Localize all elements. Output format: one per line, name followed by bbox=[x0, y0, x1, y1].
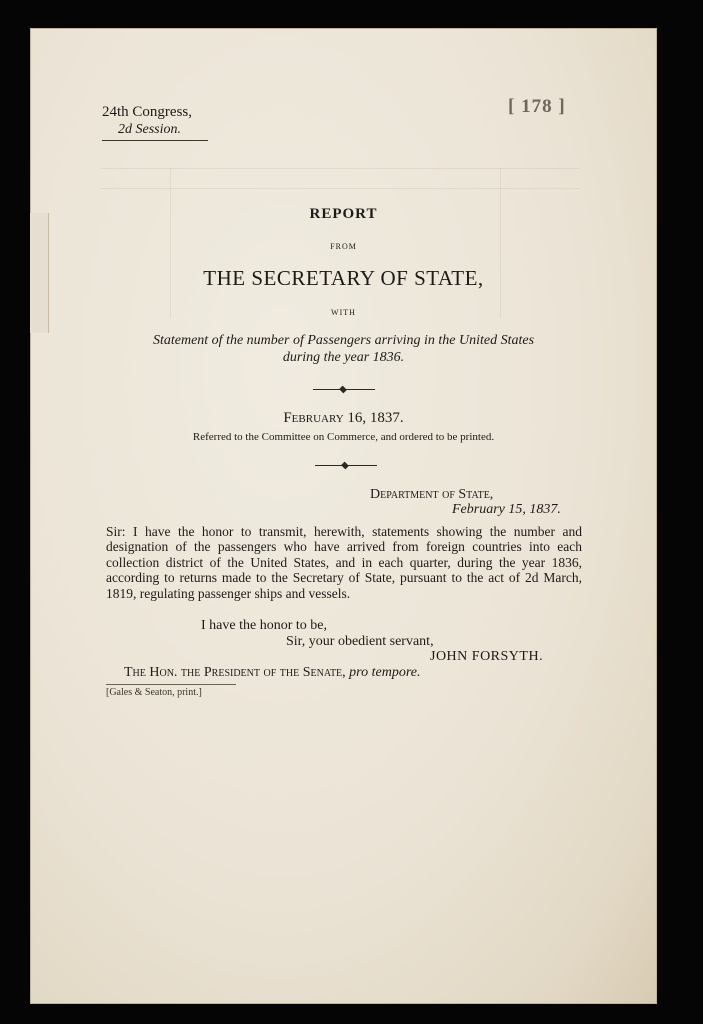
from-label: FROM bbox=[330, 242, 357, 251]
printer-imprint: [Gales & Seaton, print.] bbox=[106, 687, 202, 698]
report-heading: REPORT bbox=[309, 206, 378, 222]
closing-line-2: Sir, your obedient servant, bbox=[286, 634, 434, 649]
statement-line-1: Statement of the number of Passengers arriving in the United States bbox=[152, 333, 535, 348]
statement-subtitle bbox=[30, 332, 657, 366]
pro-tempore: pro tempore. bbox=[349, 665, 421, 680]
session-label: 2d Session. bbox=[118, 122, 181, 137]
addressee-line bbox=[124, 665, 420, 681]
ornament-divider bbox=[313, 388, 375, 391]
document-number: [ 178 ] bbox=[508, 96, 566, 117]
with-label: WITH bbox=[331, 308, 356, 317]
department-line: Department of State, bbox=[370, 487, 494, 502]
show-through-line bbox=[100, 188, 580, 189]
document-page bbox=[30, 28, 657, 1004]
referral-note: Referred to the Committee on Commerce, and ordered to be printed. bbox=[192, 431, 495, 443]
letter-body: Sir: I have the honor to transmit, herewith, statements showing the number and designation of the passengers who have arrived from foreign countries into each collection district of the United States, and in each quarter, during the year 1836, according to returns made to the Secretary of State, pursuant to the act of 2d March, 1819, regulating passenger ships and vessels. bbox=[106, 524, 582, 601]
ornament-divider bbox=[315, 464, 377, 467]
closing-line-1: I have the honor to be, bbox=[201, 618, 327, 633]
footer-rule bbox=[106, 684, 236, 685]
secretary-heading: THE SECRETARY OF STATE, bbox=[203, 266, 484, 290]
congress-header bbox=[102, 104, 208, 141]
presented-date: February 16, 1837. bbox=[283, 410, 404, 426]
letter-date: February 15, 1837. bbox=[452, 502, 561, 517]
statement-line-2: during the year 1836. bbox=[282, 350, 405, 365]
congress-label: 24th Congress, bbox=[102, 104, 192, 120]
signature: JOHN FORSYTH. bbox=[430, 649, 544, 664]
show-through-line bbox=[100, 168, 580, 169]
header-rule bbox=[102, 140, 208, 141]
addressee-text: The Hon. the President of the Senate, bbox=[124, 665, 346, 680]
